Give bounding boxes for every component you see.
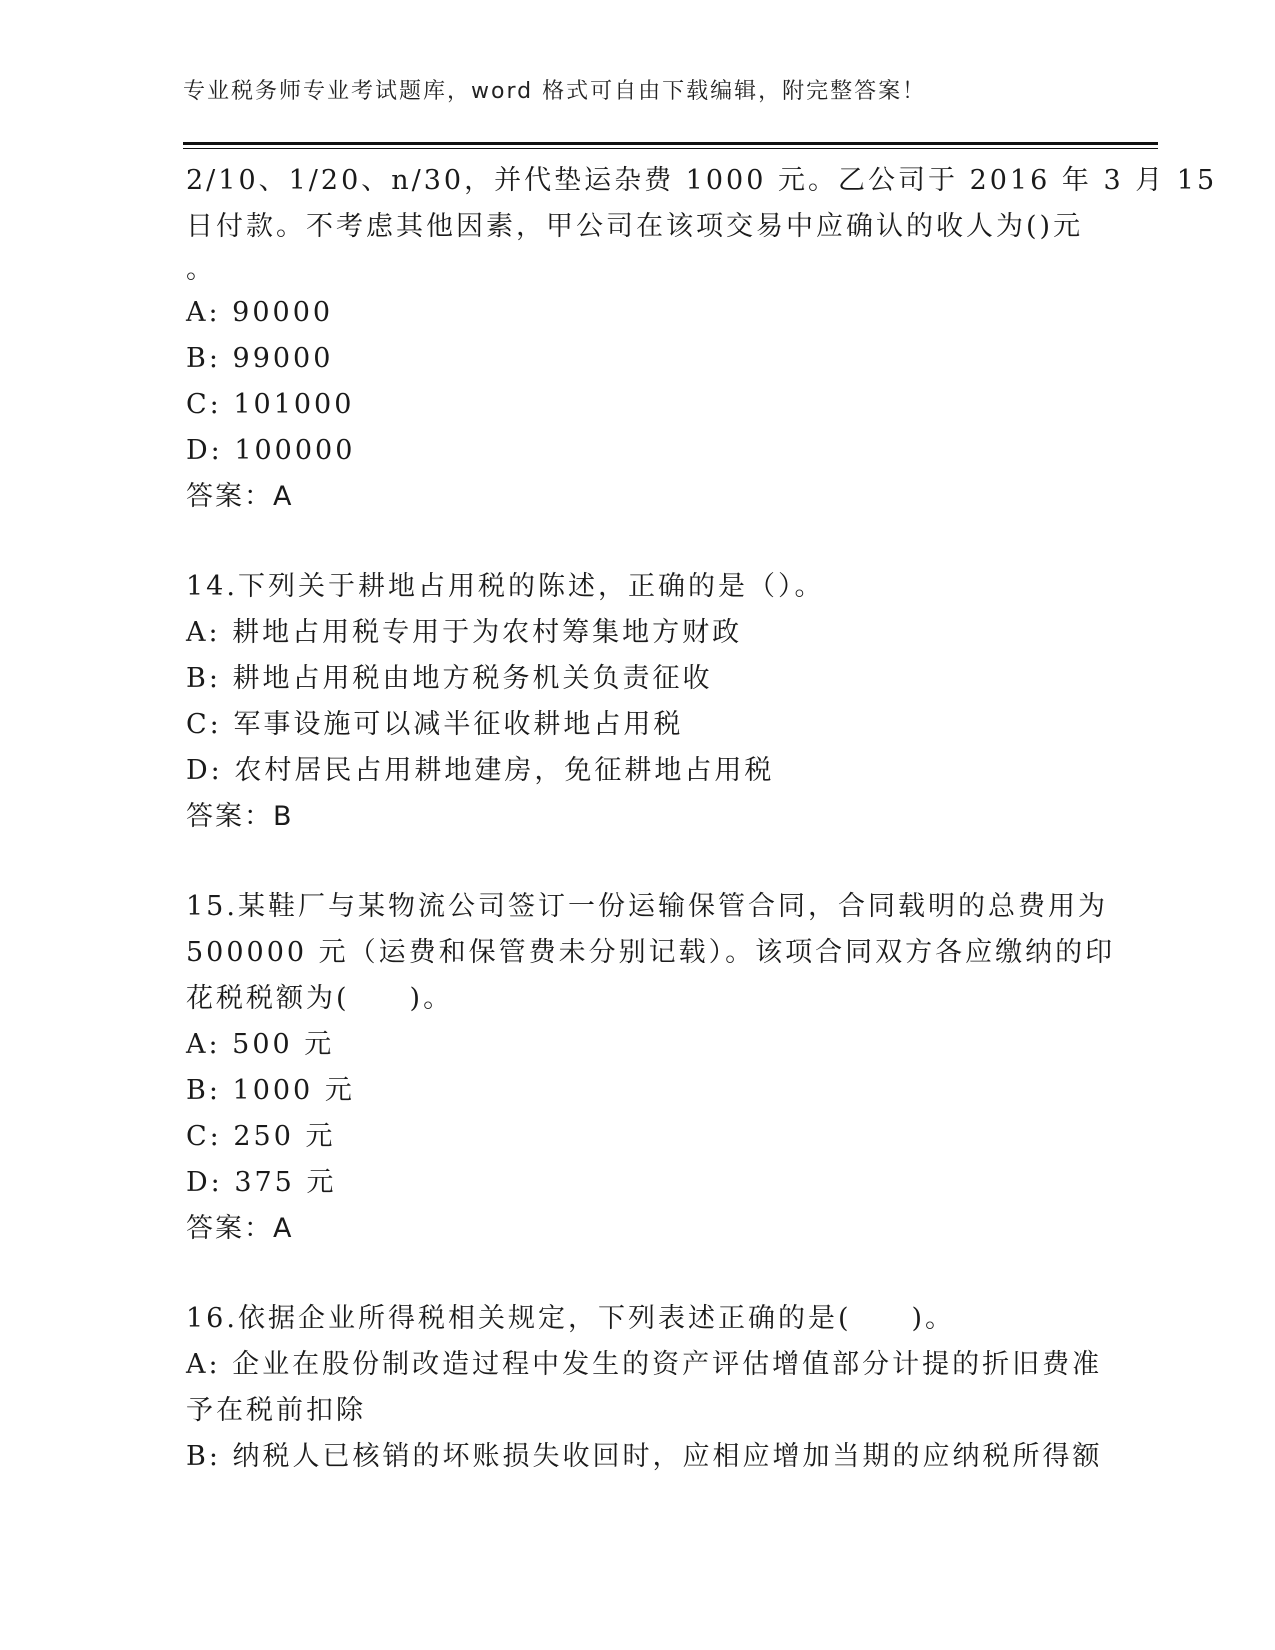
question-stem-line: 。 (186, 254, 216, 285)
question-stem-line: 16.依据企业所得税相关规定，下列表述正确的是( )。 (186, 1303, 956, 1334)
option-b: B: 99000 (186, 343, 334, 374)
option-d: D: 375 元 (186, 1167, 337, 1198)
question-16 (186, 1296, 1103, 1480)
option-c: C: 101000 (186, 389, 355, 420)
option-a-continued: 予在税前扣除 (186, 1395, 366, 1426)
header-rule-thin (183, 148, 1158, 149)
header-rule-thick (183, 142, 1158, 145)
option-c: C: 军事设施可以减半征收耕地占用税 (186, 709, 684, 740)
option-b: B: 耕地占用税由地方税务机关负责征收 (186, 663, 713, 694)
option-b: B: 1000 元 (186, 1075, 355, 1106)
option-a: A: 500 元 (186, 1029, 335, 1060)
question-stem-line: 500000 元（运费和保管费未分别记载）。该项合同双方各应缴纳的印 (186, 937, 1116, 968)
option-a: A: 耕地占用税专用于为农村筹集地方财政 (186, 617, 743, 648)
question-15 (186, 884, 1116, 1252)
answer-label: 答案：B (186, 801, 294, 832)
option-a: A: 企业在股份制改造过程中发生的资产评估增值部分计提的折旧费准 (186, 1349, 1103, 1380)
option-a: A: 90000 (186, 297, 334, 328)
document-header: 专业税务师专业考试题库，word 格式可自由下载编辑，附完整答案！ (183, 79, 927, 104)
option-c: C: 250 元 (186, 1121, 336, 1152)
option-d: D: 农村居民占用耕地建房，免征耕地占用税 (186, 755, 775, 786)
answer-label: 答案：A (186, 1213, 294, 1244)
option-d: D: 100000 (186, 435, 356, 466)
question-stem-line: 2/10、1/20、n/30，并代垫运杂费 1000 元。乙公司于 2016 年 3 月 15 (186, 165, 1218, 196)
answer-label: 答案：A (186, 481, 294, 512)
question-stem-line: 日付款。不考虑其他因素，甲公司在该项交易中应确认的收人为()元 (186, 211, 1084, 242)
question-stem-line: 15.某鞋厂与某物流公司签订一份运输保管合同，合同载明的总费用为 (186, 891, 1108, 922)
question-14 (186, 564, 1086, 840)
question-stem-line: 花税税额为( )。 (186, 983, 454, 1014)
question-stem-line: 14.下列关于耕地占用税的陈述，正确的是（）。 (186, 571, 825, 602)
question-13 (186, 158, 1218, 520)
option-b: B: 纳税人已核销的坏账损失收回时，应相应增加当期的应纳税所得额 (186, 1441, 1103, 1472)
question-content (186, 158, 1218, 1480)
